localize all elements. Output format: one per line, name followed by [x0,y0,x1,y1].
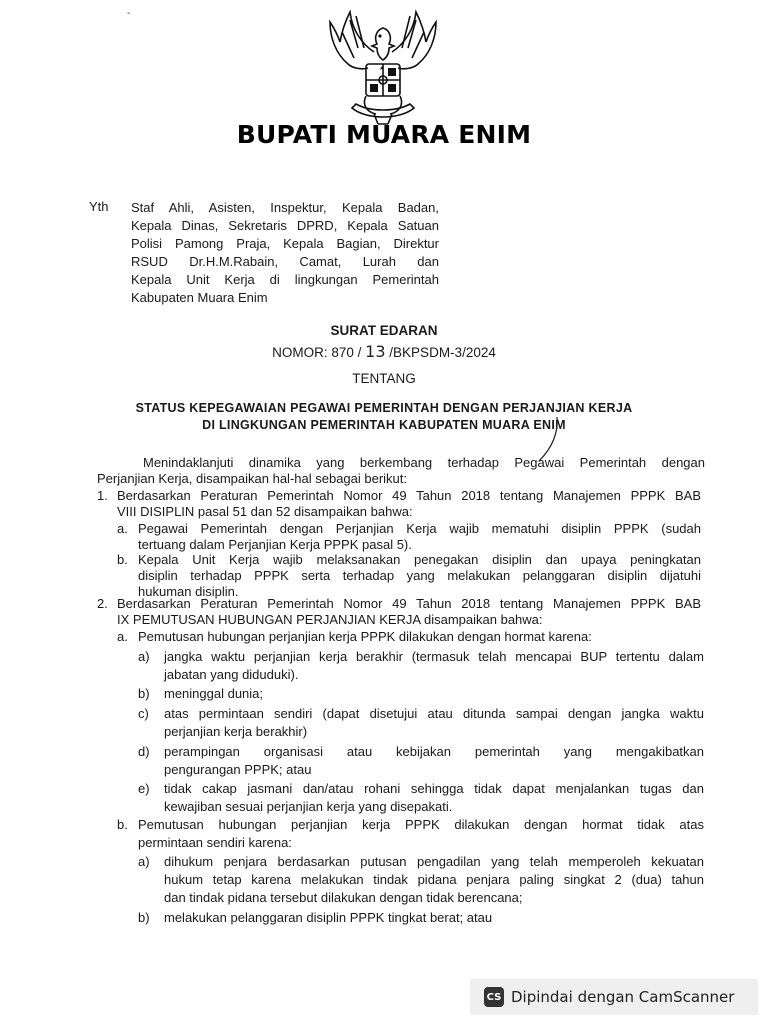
item-line: Berdasarkan Peraturan Pemerintah Nomor 49 Tahun 2018 tentang Manajemen PPPK BAB [117,596,701,611]
letter-type: SURAT EDARAN [330,323,438,338]
list-label: c) [138,706,149,721]
subject-line: DI LINGKUNGAN PEMERINTAH KABUPATEN MUARA ENIM [202,418,566,432]
list-line: tidak cakap jasmani dan/atau rohani sehingga tidak dapat menjalankan tugas dan [164,781,704,796]
item-line: VIII DISIPLIN pasal 51 dan 52 disampaikan bahwa: [117,504,413,519]
list-line: meninggal dunia; [164,686,264,701]
sub-label: a. [117,521,128,536]
item-number: 1. [97,488,108,503]
sub-label: b. [117,817,128,832]
list-line: melakukan pelanggaran disiplin PPPK tingkat berat; atau [164,910,493,925]
camscanner-watermark [470,979,758,1015]
sub-line: Pemutusan hubungan perjanjian kerja PPPK dilakukan dengan hormat karena: [138,629,592,644]
sub-line: permintaan sendiri karena: [138,835,292,850]
list-label: b) [138,686,150,701]
sub-line: hukuman disiplin. [138,584,239,599]
about-label: TENTANG [352,371,416,386]
list-line: jabatan yang diduduki). [164,667,299,682]
recipient-line: Kepala Unit Kerja di lingkungan Pemerintah [131,272,439,287]
camscanner-label: Dipindai dengan CamScanner [511,988,735,1006]
item-line: Berdasarkan Peraturan Pemerintah Nomor 49 Tahun 2018 tentang Manajemen PPPK BAB [117,488,701,503]
list-label: a) [138,854,150,869]
letter-number [0,342,768,361]
list-line: kewajiban sesuai perjanjian kerja yang disepakati. [164,799,453,814]
list-line: perampingan organisasi atau kebijakan pemerintah yang mengakibatkan [164,744,704,759]
recipient-label: Yth [89,199,109,214]
handwritten-number: 13 [365,342,386,361]
recipient-line: Kabupaten Muara Enim [131,290,268,305]
recipient-line: Staf Ahli, Asisten, Inspektur, Kepala Badan, [131,200,439,215]
list-line: jangka waktu perjanjian kerja berakhir (termasuk telah mencapai BUP tertentu dalam [164,649,704,664]
intro-line: Perjanjian Kerja, disampaikan hal-hal sebagai berikut: [97,471,408,486]
list-line: atas permintaan sendiri (dapat disetujui atau ditunda sampai dengan jangka waktu [164,706,704,721]
item-number: 2. [97,596,108,611]
recipient-block [131,199,439,307]
camscanner-logo-icon: CS [484,987,504,1007]
list-line: dan tindak pidana tersebut dilakukan dengan tidak berencana; [164,890,523,905]
subject-line: STATUS KEPEGAWAIAN PEGAWAI PEMERINTAH DENGAN PERJANJIAN KERJA [135,401,633,415]
sub-label: a. [117,629,128,644]
list-label: b) [138,910,150,925]
sub-line: Kepala Unit Kerja wajib melaksanakan penegakan disiplin dan upaya peningkatan [138,552,701,567]
corner-mark: - [127,8,131,19]
list-line: dihukum penjara berdasarkan putusan pengadilan yang telah memperoleh kekuatan [164,854,704,869]
intro-line: Menindaklanjuti dinamika yang berkembang terhadap Pegawai Pemerintah dengan [143,455,705,470]
sub-line: Pegawai Pemerintah dengan Perjanjian Kerja wajib mematuhi disiplin PPPK (sudah [138,521,701,536]
item-line: IX PEMUTUSAN HUBUNGAN PERJANJIAN KERJA disampaikan bahwa: [117,612,543,627]
number-suffix: /BKPSDM-3/2024 [389,345,496,360]
list-label: d) [138,744,150,759]
sub-line: tertuang dalam Perjanjian Kerja PPPK pasal 5). [138,537,412,552]
sub-line: Pemutusan hubungan perjanjian kerja PPPK dilakukan dengan hormat tidak atas [138,817,704,832]
recipient-line: Kepala Dinas, Sekretaris DPRD, Kepala Satuan [131,218,439,233]
recipient-line: Polisi Pamong Praja, Kepala Bagian, Direktur [131,236,439,251]
list-line: perjanjian kerja berakhir) [164,724,308,739]
recipient-line: RSUD Dr.H.M.Rabain, Camat, Lurah dan [131,254,439,269]
letter-subject [0,400,768,434]
list-label: a) [138,649,150,664]
list-line: hukum tetap karena melakukan tindak pidana penjara paling singkat 2 (dua) tahun [164,872,704,887]
document-heading: BUPATI MUARA ENIM [236,120,532,149]
list-label: e) [138,781,150,796]
sub-label: b. [117,552,128,567]
garuda-emblem-icon [322,8,444,126]
sub-line: disiplin terhadap PPPK serta terhadap yang melakukan pelanggaran disiplin dijatuhi [138,568,701,583]
number-prefix: NOMOR: 870 / [272,345,362,360]
list-line: pengurangan PPPK; atau [164,762,312,777]
